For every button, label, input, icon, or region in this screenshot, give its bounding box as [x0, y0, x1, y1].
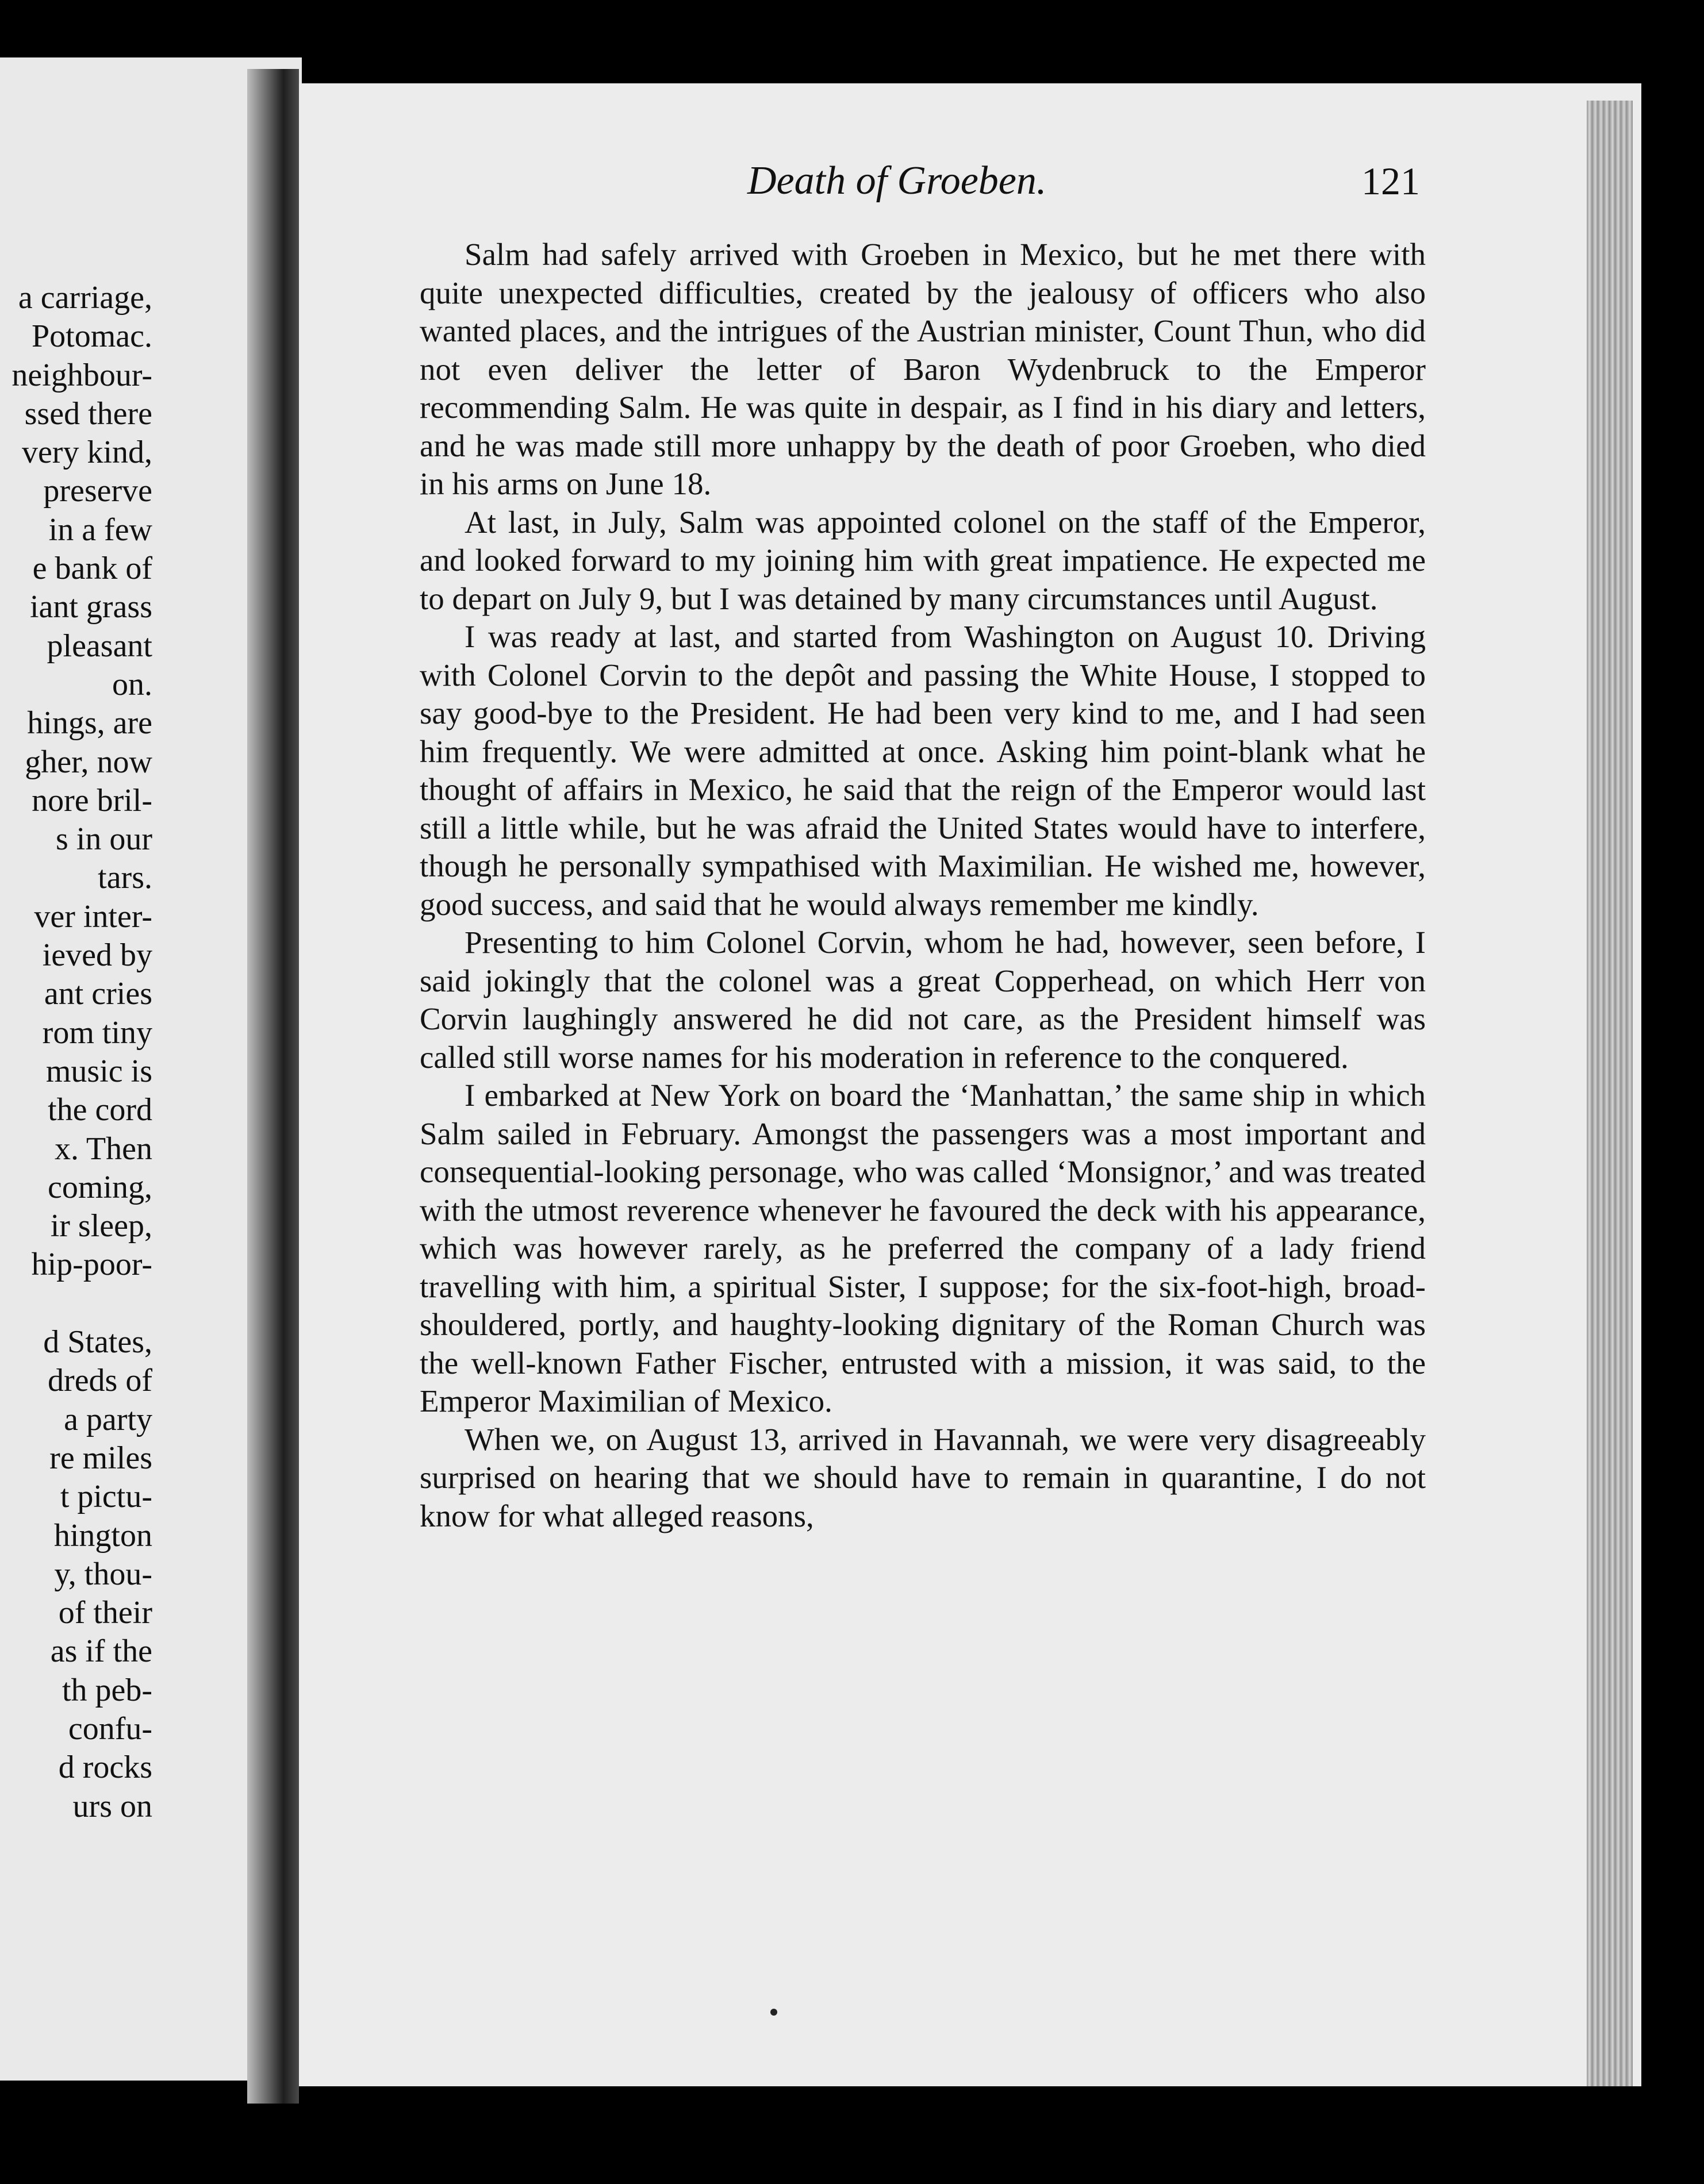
facing-page-line: x. Then [54, 1131, 152, 1167]
facing-page-line: in a few [48, 512, 152, 548]
facing-page-line: preserve [43, 473, 152, 509]
facing-page-line: t pictu- [60, 1479, 152, 1515]
facing-page-line: music is [45, 1053, 152, 1089]
paragraph: I was ready at last, and started from Washington on August 10. Driving with Colonel Corvin to the depôt and passing the White House, I stopped to say good-bye to the President. He had been very kind to me, and I had seen him frequently. We were admitted at once. Asking him point-blank what he thought of affairs in Mexico, he said that the reign of the Emperor would last still a little while, but he was afraid the United States would have to interfere, though he personally sympathised with Maximilian. He wished me, however, good success, and said that he would always remember me kindly. [420, 619, 1426, 922]
facing-page-line: a party [64, 1401, 152, 1437]
facing-page-line: s in our [56, 821, 152, 858]
facing-page-line: ieved by [42, 937, 152, 974]
facing-page-line: d States, [43, 1324, 152, 1360]
facing-page-line: d rocks [58, 1749, 152, 1786]
facing-page-line: ir sleep, [50, 1208, 152, 1244]
facing-page-line: y, thou- [54, 1556, 152, 1592]
facing-page-line: hings, are [27, 705, 152, 741]
facing-page-line: a carriage, [18, 280, 152, 316]
facing-page-line: iant grass [29, 589, 152, 625]
facing-page-line: as if the [50, 1633, 152, 1670]
paragraph: At last, in July, Salm was appointed colonel on the staff of the Emperor, and looked forward to my joining him with great impatience. He expected me to depart on July 9, but I was detained by many circumstances until August. [420, 504, 1426, 616]
facing-page-line: re miles [49, 1440, 152, 1476]
facing-page-text-fragments [0, 279, 152, 1826]
facing-page-line: very kind, [21, 435, 152, 471]
facing-page-line: rom tiny [42, 1014, 152, 1051]
book-gutter [247, 69, 299, 2104]
facing-page-line: th peb- [62, 1672, 152, 1708]
facing-page-line [0, 1285, 152, 1323]
facing-page-line: ant cries [44, 976, 152, 1012]
paragraph: Salm had safely arrived with Groeben in Mexico, but he met there with quite unexpected difficulties, created by the jealousy of officers who also wanted places, and the intrigues of the Austrian minister, Count Thun, who did not even deliver the letter of Baron Wydenbruck to the Emperor recommending Salm. He was quite in despair, as I find in his diary and letters, and he was made still more unhappy by the death of poor Groeben, who died in his arms on June 18. [420, 237, 1426, 501]
facing-page-line: tars. [98, 860, 152, 896]
facing-page-line: dreds of [48, 1363, 152, 1399]
page-edges [1587, 101, 1633, 2086]
running-head-title: Death of Groeben. [747, 159, 1047, 203]
paragraph: I embarked at New York on board the ‘Manhattan,’ the same ship in which Salm sailed in February. Amongst the passengers was a most important and consequential-looking personage, who was called ‘Monsignor,’ and was treated with the utmost reverence whenever he favoured the deck with his appearance, which was however rarely, as he preferred the company of a lady friend travelling with him, a spiritual Sister, I suppose; for the six-foot-high, broad-shouldered, portly, and haughty-looking dignitary of the Roman Church was the well-known Father Fischer, entrusted with a mission, it was said, to the Emperor Maximilian of Mexico. [420, 1078, 1426, 1418]
facing-page-line: confu- [68, 1710, 152, 1747]
facing-page-line: nore bril- [32, 782, 152, 818]
facing-page-line: the cord [48, 1092, 152, 1128]
facing-page-line: urs on [72, 1788, 152, 1824]
facing-page-line: e bank of [32, 551, 152, 587]
body-text [420, 236, 1426, 1535]
facing-page-line: hip-poor- [31, 1247, 152, 1283]
facing-page-line: of their [58, 1595, 152, 1631]
facing-page-line: coming, [48, 1169, 152, 1205]
facing-page-line: ssed there [24, 395, 152, 432]
paragraph: When we, on August 13, arrived in Havannah, we were very disagreeably surprised on hearing that we should have to remain in quarantine, I do not know for what alleged reasons, [420, 1421, 1426, 1533]
ink-speck [770, 2009, 777, 2016]
facing-page-line: neighbour- [11, 357, 152, 393]
facing-page-line: ver inter- [34, 898, 152, 935]
facing-page-line: gher, now [25, 744, 152, 780]
facing-page-line: pleasant [47, 628, 152, 664]
paragraph: Presenting to him Colonel Corvin, whom he had, however, seen before, I said jokingly that the colonel was a great Copperhead, on which Herr von Corvin laughingly answered he did not care, as the President himself was called still worse names for his moderation in reference to the conquered. [420, 925, 1426, 1075]
page-number: 121 [1361, 159, 1420, 203]
facing-page-line: hington [53, 1517, 152, 1554]
facing-page-line: Potomac. [32, 318, 152, 355]
facing-page-line: on. [112, 666, 152, 702]
